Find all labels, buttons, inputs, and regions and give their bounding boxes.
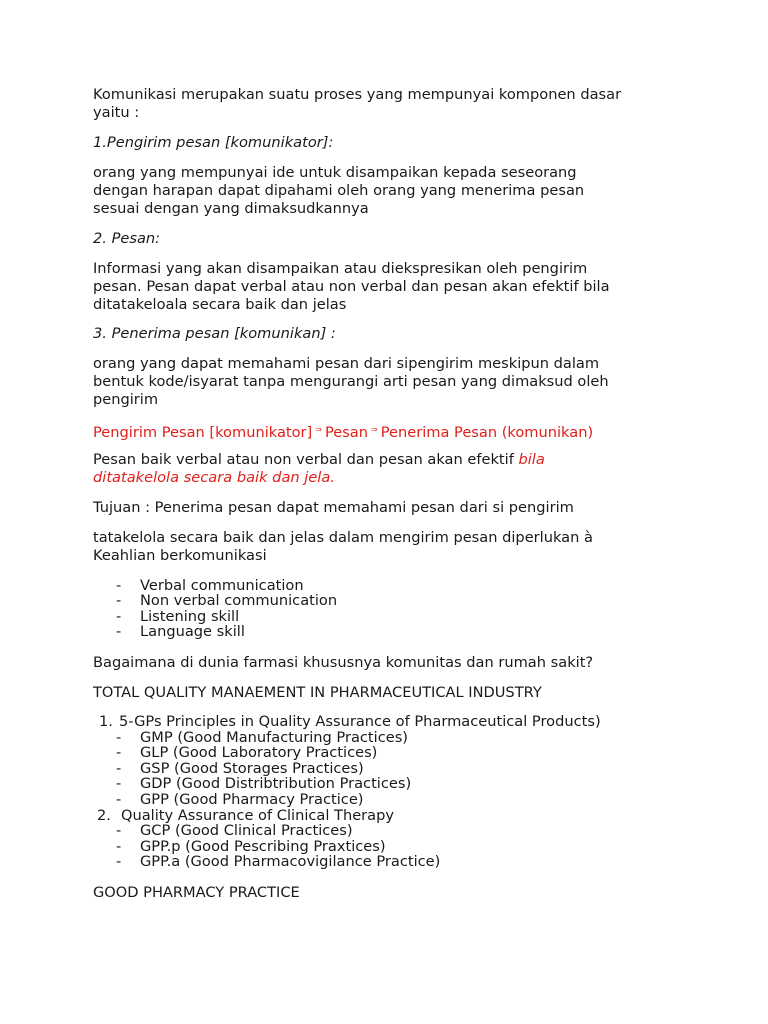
section2-body-line: ditatakeloala secara baik dan jelas xyxy=(93,296,347,313)
bullet-dash: - xyxy=(116,791,122,808)
item-label: 5-GPs Principles in Quality Assurance of Pharmaceutical Products) xyxy=(119,713,601,730)
section1-body-line: sesuai dengan yang dimaksudkannya xyxy=(93,200,369,217)
list-item xyxy=(0,823,768,839)
bullet-dash: - xyxy=(116,838,122,855)
section2-heading: 2. Pesan: xyxy=(93,230,161,247)
bullet-dash: - xyxy=(116,744,122,761)
intro-line-2: yaitu : xyxy=(93,104,140,121)
gpp-heading: GOOD PHARMACY PRACTICE xyxy=(93,884,300,901)
tatakelola-line-1: tatakelola secara baik dan jelas dalam mengirim pesan diperlukan à xyxy=(93,529,593,546)
bullet-dash: - xyxy=(116,775,122,792)
sub-item-label: GDP (Good Distribtribution Practices) xyxy=(140,775,412,792)
sub-item-label: GLP (Good Laboratory Practices) xyxy=(140,744,378,761)
sub-item-label: GCP (Good Clinical Practices) xyxy=(140,822,353,839)
bullet-dash: - xyxy=(116,760,122,777)
flow-sender: Pengirim Pesan [komunikator] xyxy=(93,424,313,441)
item-number: 1. xyxy=(99,713,113,730)
skill-label: Non verbal communication xyxy=(140,592,338,609)
communication-flow xyxy=(93,421,593,442)
skill-label: Verbal communication xyxy=(140,577,304,594)
tqm-heading: TOTAL QUALITY MANAEMENT IN PHARMACEUTICAL INDUSTRY xyxy=(93,684,542,701)
bullet-dash: - xyxy=(116,577,122,594)
effective-highlight: bila xyxy=(518,451,545,468)
item-label: Quality Assurance of Clinical Therapy xyxy=(121,807,395,824)
list-item xyxy=(0,745,768,761)
section3-body-line: orang yang dapat memahami pesan dari sipengirim meskipun dalam xyxy=(93,355,600,372)
list-item xyxy=(0,714,768,730)
arrow-icon: ⇒ xyxy=(371,425,378,434)
skill-label: Listening skill xyxy=(140,608,240,625)
question-line: Bagaimana di dunia farmasi khususnya komunitas dan rumah sakit? xyxy=(93,654,594,671)
sub-item-label: GPP (Good Pharmacy Practice) xyxy=(140,791,364,808)
flow-receiver: Penerima Pesan (komunikan) xyxy=(380,424,594,441)
bullet-dash: - xyxy=(116,822,122,839)
sub-item-label: GMP (Good Manufacturing Practices) xyxy=(140,729,409,746)
tujuan-line: Tujuan : Penerima pesan dapat memahami pesan dari si pengirim xyxy=(93,499,574,516)
section1-body-line: dengan harapan dapat dipahami oleh orang yang menerima pesan xyxy=(93,182,585,199)
arrow-icon: ⇒ xyxy=(315,425,322,434)
list-item xyxy=(0,776,768,792)
bullet-dash: - xyxy=(116,853,122,870)
section2-body-line: Informasi yang akan disampaikan atau diekspresikan oleh pengirim xyxy=(93,260,588,277)
bullet-dash: - xyxy=(116,729,122,746)
list-item xyxy=(0,854,768,870)
skill-label: Language skill xyxy=(140,623,245,640)
tatakelola-line-2: Keahlian berkomunikasi xyxy=(93,547,267,564)
effective-line-2: ditatakelola secara baik dan jela. xyxy=(93,469,335,486)
list-item xyxy=(0,792,768,808)
list-item xyxy=(0,593,768,609)
sub-item-label: GPP.p (Good Pescribing Praxtices) xyxy=(140,838,386,855)
section3-body-line: pengirim xyxy=(93,391,159,408)
section3-heading: 3. Penerima pesan [komunikan] : xyxy=(93,325,336,342)
intro-line-1: Komunikasi merupakan suatu proses yang mempunyai komponen dasar xyxy=(93,86,622,103)
effective-text: Pesan baik verbal atau non verbal dan pesan akan efektif xyxy=(93,451,514,468)
list-item xyxy=(0,624,768,640)
bullet-dash: - xyxy=(116,592,122,609)
sub-item-label: GSP (Good Storages Practices) xyxy=(140,760,364,777)
bullet-dash: - xyxy=(116,623,122,640)
section2-body-line: pesan. Pesan dapat verbal atau non verbal dan pesan akan efektif bila xyxy=(93,278,610,295)
sub-item-label: GPP.a (Good Pharmacovigilance Practice) xyxy=(140,853,441,870)
flow-message: Pesan xyxy=(324,424,368,441)
section1-body-line: orang yang mempunyai ide untuk disampaikan kepada seseorang xyxy=(93,164,577,181)
bullet-dash: - xyxy=(116,608,122,625)
section3-body-line: bentuk kode/isyarat tanpa mengurangi arti pesan yang dimaksud oleh xyxy=(93,373,609,390)
section1-heading: 1.Pengirim pesan [komunikator]: xyxy=(93,134,334,151)
item-number: 2. xyxy=(97,807,111,824)
effective-line-1 xyxy=(93,451,545,469)
